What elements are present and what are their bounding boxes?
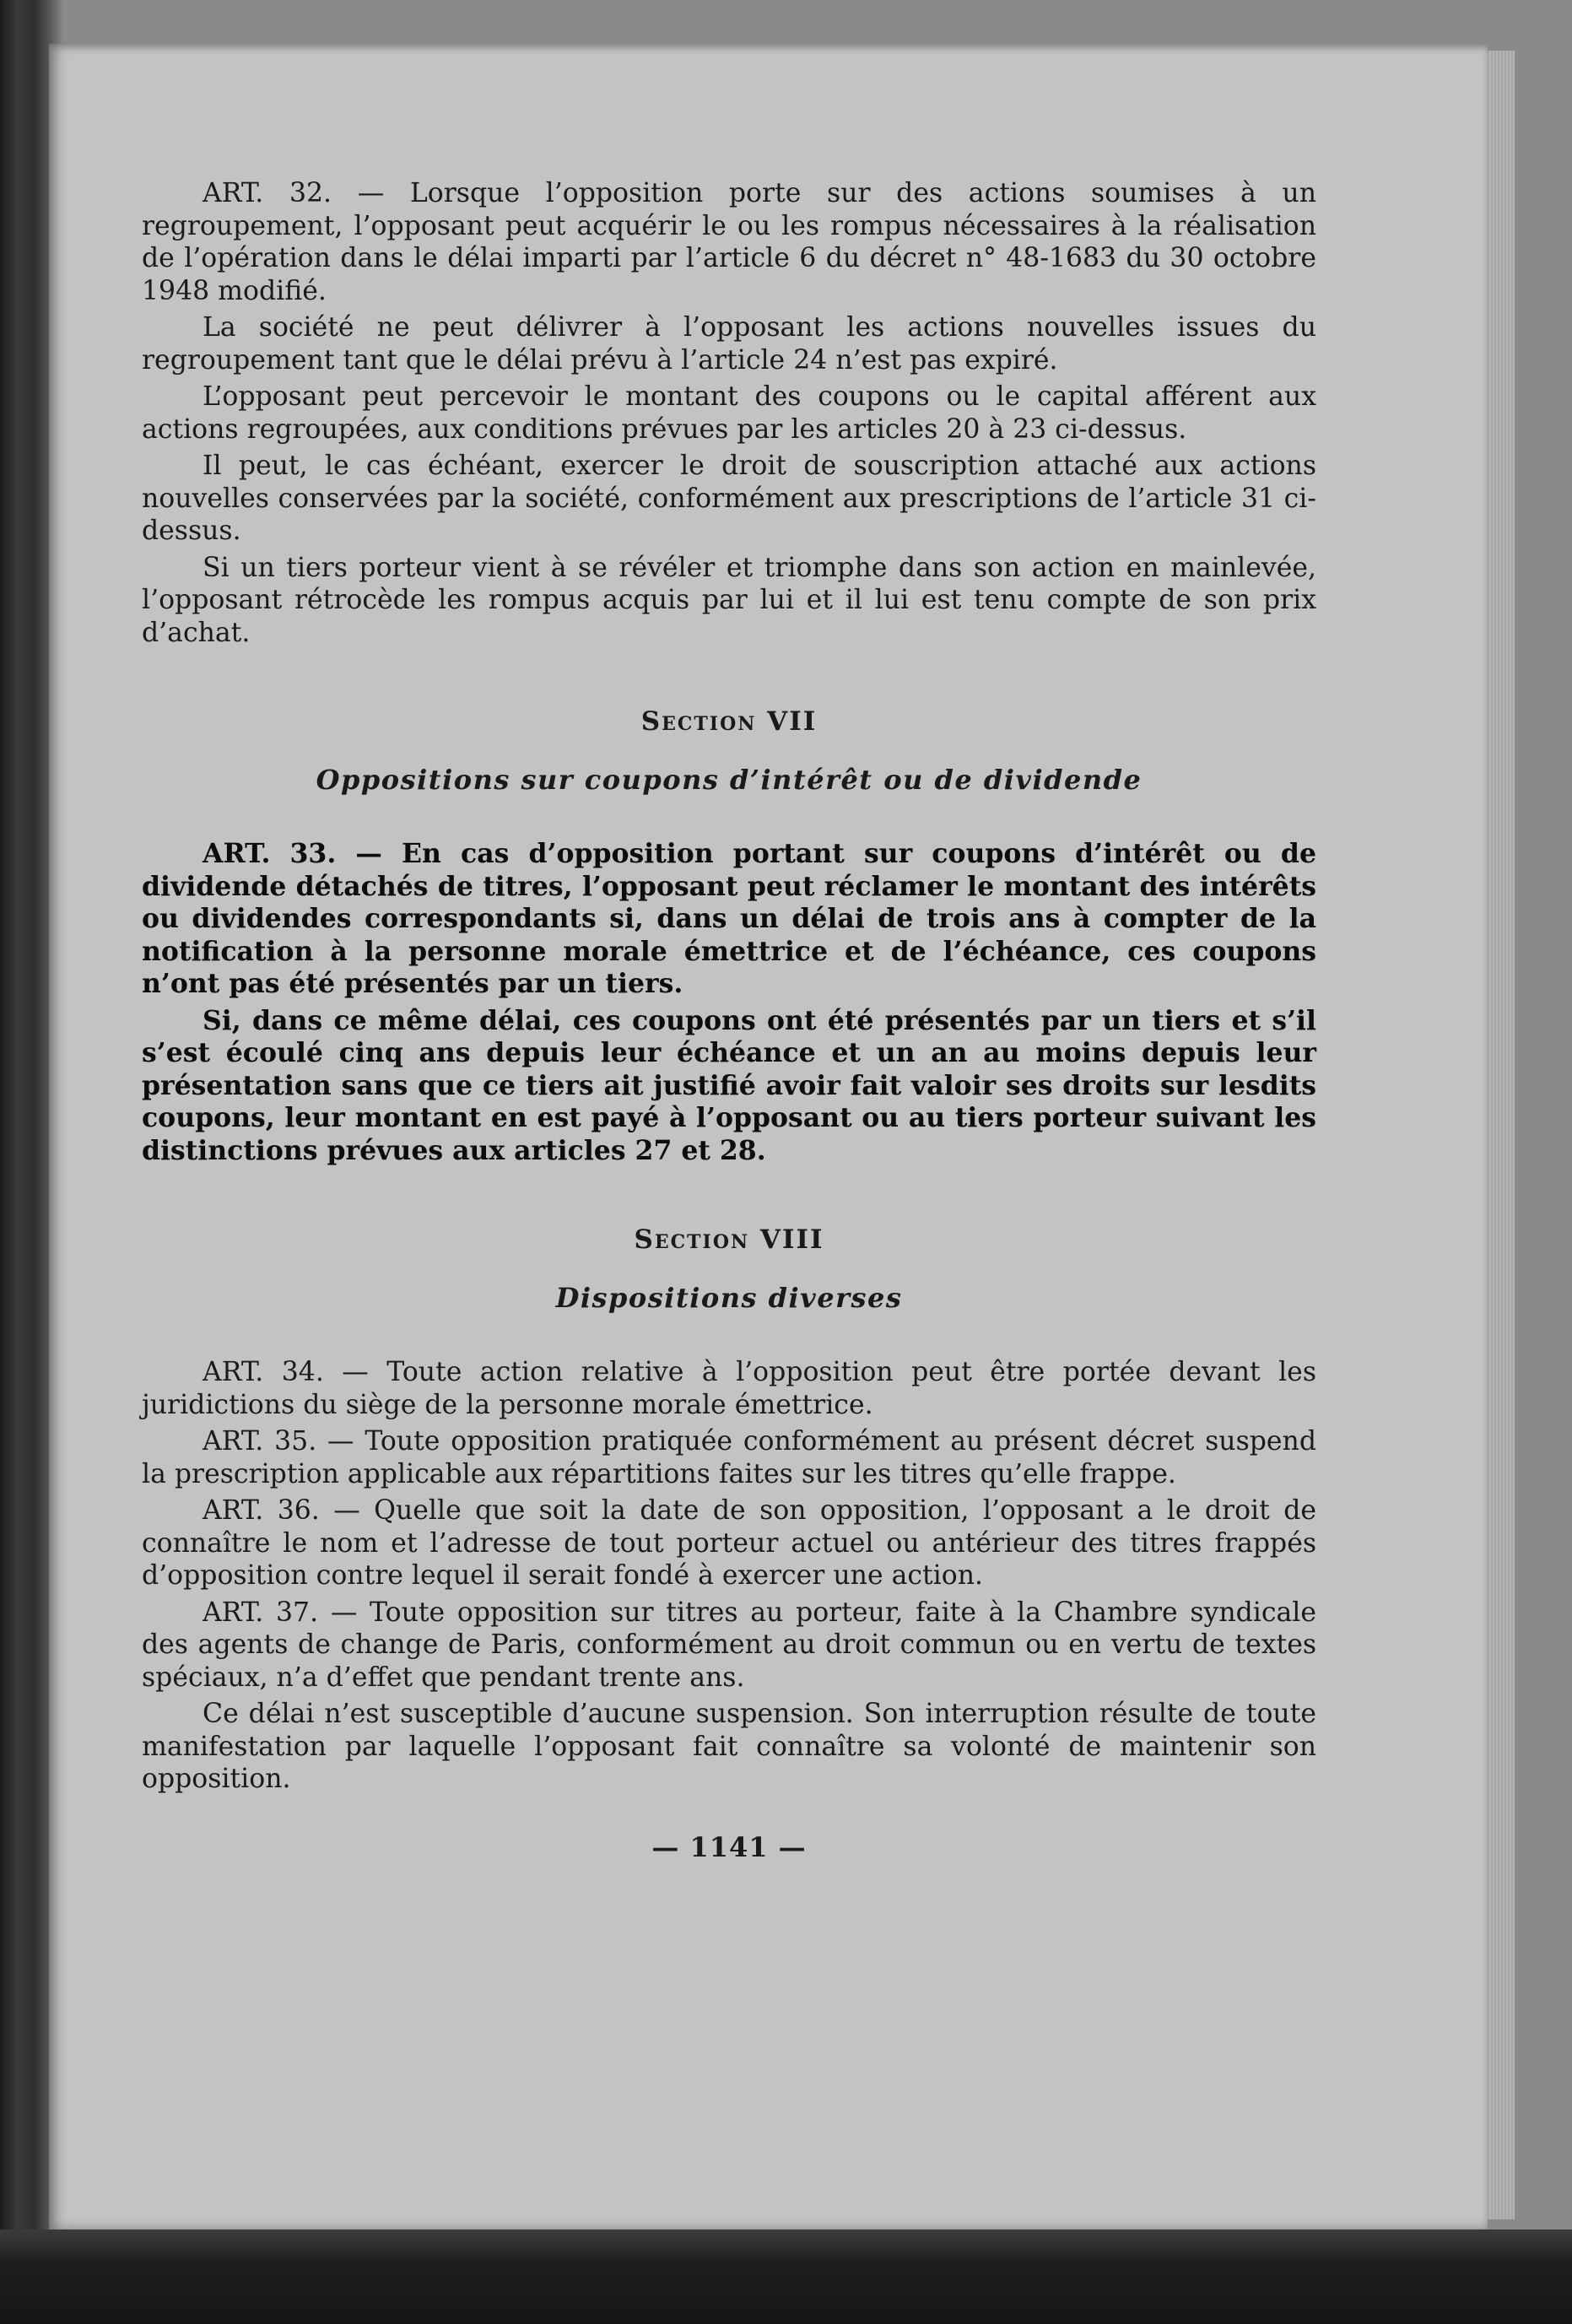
page-stack-edge xyxy=(1488,51,1515,2219)
article-37-paragraph-2: Ce délai n’est susceptible d’aucune suspension. Son interruption résulte de toute manifestation par laquelle l’opposant fait connaître sa volonté de maintenir son opposition. xyxy=(142,1699,1316,1794)
article-35-paragraph: ART. 35. — Toute opposition pratiquée conformément au présent décret suspend la prescription applicable aux répartitions faites sur les titres qu’elle frappe. xyxy=(142,1426,1316,1489)
body-text xyxy=(142,177,1316,1863)
section-8-subtitle: Dispositions diverses xyxy=(555,1281,903,1314)
article-32-paragraph-5: Si un tiers porteur vient à se révéler et triomphe dans son action en mainlevée, l’opposant rétrocède les rompus acquis par lui et il lui est tenu compte de son prix d’achat. xyxy=(142,552,1316,648)
article-32-paragraph-3: L’opposant peut percevoir le montant des coupons ou le capital afférent aux actions regroupées, aux conditions prévues par les articles 20 à 23 ci-dessus. xyxy=(142,381,1316,445)
section-7-subtitle: Oppositions sur coupons d’intérêt ou de dividende xyxy=(316,763,1143,796)
section-7-body xyxy=(142,838,1316,1167)
spacer xyxy=(142,1314,1316,1356)
section-7-heading: Section VII xyxy=(640,706,818,737)
spacer xyxy=(142,1257,1316,1282)
page-number: — 1141 — xyxy=(651,1830,807,1863)
section-8-heading: Section VIII xyxy=(634,1224,824,1255)
article-36-paragraph: ART. 36. — Quelle que soit la date de son opposition, l’opposant a le droit de connaître le nom et l’adresse de tout porteur actuel ou antérieur des titres frappés d’opposition contre lequel il serait fondé à exercer une action. xyxy=(142,1495,1316,1591)
spacer xyxy=(142,796,1316,838)
article-32-paragraph: ART. 32. — Lorsque l’opposition porte sur des actions soumises à un regroupement, l’opposant peut acquérir le ou les rompus nécessaires à la réalisation de l’opération dans le délai imparti par l’article 6 du décret n° 48-1683 du 30 octobre 1948 modifié. xyxy=(142,178,1316,306)
spacer xyxy=(142,1171,1316,1224)
article-32-paragraph-2: La société ne peut délivrer à l’opposant les actions nouvelles issues du regroupement tant que le délai prévu à l’article 24 n’est pas expiré. xyxy=(142,312,1316,376)
spacer xyxy=(142,738,1316,764)
article-37-paragraph: ART. 37. — Toute opposition sur titres au porteur, faite à la Chambre syndicale des agents de change de Paris, conformément au droit commun ou en vertu de textes spéciaux, n’a d’effet que pendant trente ans. xyxy=(142,1597,1316,1693)
binding-background xyxy=(0,2229,1572,2324)
article-33-paragraph: ART. 33. — En cas d’opposition portant sur coupons d’intérêt ou de dividende détachés de titres, l’opposant peut réclamer le montant des intérêts ou dividendes correspondants si, dans un délai de trois ans à compter de la notification à la personne morale émettrice et de l’échéance, ces coupons n’ont pas été présentés par un tiers. xyxy=(142,838,1316,999)
article-33-paragraph-2: Si, dans ce même délai, ces coupons ont été présentés par un tiers et s’il s’est écoulé cinq ans depuis leur échéance et un an au moins depuis leur présentation sans que ce tiers ait justifié avoir fait valoir ses droits sur lesdits coupons, leur montant en est payé à l’opposant ou au tiers porteur suivant les distinctions prévues aux articles 27 et 28. xyxy=(142,1004,1316,1166)
article-34-paragraph: ART. 34. — Toute action relative à l’opposition peut être portée devant les juridictions du siège de la personne morale émettrice. xyxy=(142,1357,1316,1420)
spacer xyxy=(142,653,1316,705)
article-32-paragraph-4: Il peut, le cas échéant, exercer le droit de souscription attaché aux actions nouvelles conservées par la société, conformément aux prescriptions de l’article 31 ci-dessus. xyxy=(142,451,1316,546)
